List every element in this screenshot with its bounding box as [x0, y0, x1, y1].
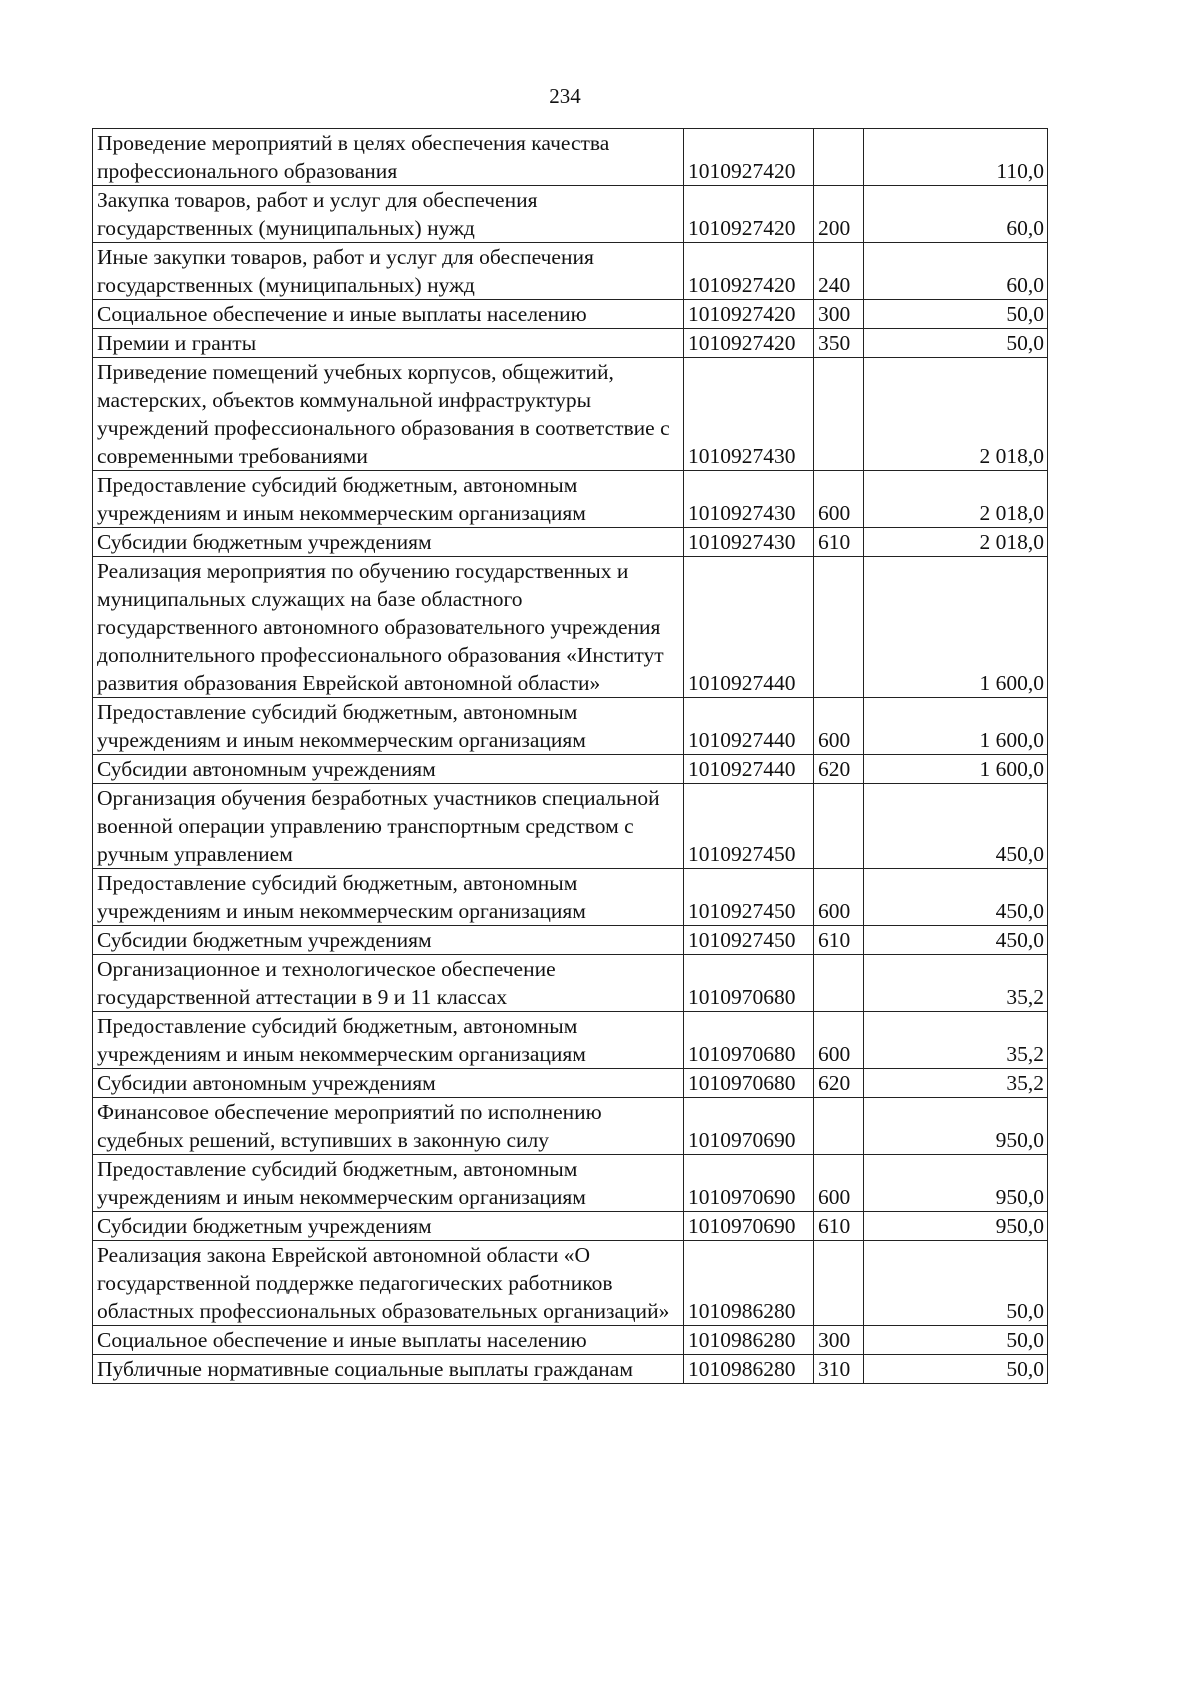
row-name-cell: Закупка товаров, работ и услуг для обеспечения государственных (муниципальных) нужд — [93, 186, 684, 243]
row-sum-cell: 50,0 — [864, 1355, 1048, 1384]
table-row — [93, 698, 1048, 755]
row-name-cell: Приведение помещений учебных корпусов, общежитий, мастерских, объектов коммунальной инфраструктуры учреждений профессионального образования в соответствие с современными требованиями — [93, 358, 684, 471]
row-code-cell: 1010970690 — [684, 1212, 814, 1241]
row-sum-cell: 50,0 — [864, 1326, 1048, 1355]
table-row — [93, 528, 1048, 557]
row-code-cell: 1010927430 — [684, 358, 814, 471]
row-code-cell: 1010986280 — [684, 1326, 814, 1355]
row-code-cell: 1010927420 — [684, 300, 814, 329]
row-sum-cell: 450,0 — [864, 784, 1048, 869]
row-sum-cell: 450,0 — [864, 926, 1048, 955]
row-name-cell: Субсидии бюджетным учреждениям — [93, 528, 684, 557]
row-type-cell: 620 — [814, 755, 864, 784]
row-name-cell: Организационное и технологическое обеспечение государственной аттестации в 9 и 11 классах — [93, 955, 684, 1012]
row-name-cell: Реализация закона Еврейской автономной области «О государственной поддержке педагогических работников областных профессиональных образовательных организаций» — [93, 1241, 684, 1326]
row-code-cell: 1010986280 — [684, 1355, 814, 1384]
table-row — [93, 1326, 1048, 1355]
row-sum-cell: 1 600,0 — [864, 698, 1048, 755]
table-row — [93, 1241, 1048, 1326]
row-type-cell: 600 — [814, 869, 864, 926]
table-row — [93, 1012, 1048, 1069]
row-code-cell: 1010927440 — [684, 557, 814, 698]
row-code-cell: 1010927450 — [684, 926, 814, 955]
row-sum-cell: 2 018,0 — [864, 471, 1048, 528]
row-type-cell: 200 — [814, 186, 864, 243]
table-row — [93, 1069, 1048, 1098]
row-name-cell: Предоставление субсидий бюджетным, автономным учреждениям и иным некоммерческим организациям — [93, 1012, 684, 1069]
row-code-cell: 1010927450 — [684, 869, 814, 926]
row-type-cell: 350 — [814, 329, 864, 358]
row-code-cell: 1010986280 — [684, 1241, 814, 1326]
row-name-cell: Предоставление субсидий бюджетным, автономным учреждениям и иным некоммерческим организациям — [93, 698, 684, 755]
row-type-cell: 620 — [814, 1069, 864, 1098]
table-row — [93, 300, 1048, 329]
row-type-cell: 610 — [814, 926, 864, 955]
row-sum-cell: 950,0 — [864, 1212, 1048, 1241]
table-row — [93, 1355, 1048, 1384]
table-row — [93, 955, 1048, 1012]
row-name-cell: Субсидии автономным учреждениям — [93, 755, 684, 784]
row-type-cell — [814, 557, 864, 698]
table-row — [93, 926, 1048, 955]
row-code-cell: 1010927440 — [684, 698, 814, 755]
row-sum-cell: 35,2 — [864, 1069, 1048, 1098]
table-row — [93, 755, 1048, 784]
row-name-cell: Субсидии автономным учреждениям — [93, 1069, 684, 1098]
row-name-cell: Премии и гранты — [93, 329, 684, 358]
row-code-cell: 1010927430 — [684, 471, 814, 528]
table-row — [93, 471, 1048, 528]
row-type-cell: 310 — [814, 1355, 864, 1384]
row-name-cell: Проведение мероприятий в целях обеспечения качества профессионального образования — [93, 129, 684, 186]
row-sum-cell: 950,0 — [864, 1098, 1048, 1155]
row-sum-cell: 1 600,0 — [864, 557, 1048, 698]
row-code-cell: 1010927420 — [684, 129, 814, 186]
table-row — [93, 1212, 1048, 1241]
row-type-cell — [814, 955, 864, 1012]
row-type-cell: 600 — [814, 1155, 864, 1212]
table-row — [93, 129, 1048, 186]
row-sum-cell: 50,0 — [864, 300, 1048, 329]
row-type-cell: 600 — [814, 698, 864, 755]
row-type-cell — [814, 1241, 864, 1326]
row-sum-cell: 110,0 — [864, 129, 1048, 186]
row-name-cell: Предоставление субсидий бюджетным, автономным учреждениям и иным некоммерческим организациям — [93, 869, 684, 926]
row-type-cell: 610 — [814, 528, 864, 557]
row-sum-cell: 2 018,0 — [864, 528, 1048, 557]
table-row — [93, 186, 1048, 243]
row-name-cell: Субсидии бюджетным учреждениям — [93, 1212, 684, 1241]
row-code-cell: 1010927450 — [684, 784, 814, 869]
row-type-cell — [814, 1098, 864, 1155]
budget-table — [92, 128, 1048, 1384]
row-code-cell: 1010927420 — [684, 329, 814, 358]
row-type-cell: 600 — [814, 471, 864, 528]
row-code-cell: 1010970680 — [684, 1012, 814, 1069]
table-row — [93, 869, 1048, 926]
row-type-cell: 600 — [814, 1012, 864, 1069]
row-name-cell: Социальное обеспечение и иные выплаты населению — [93, 300, 684, 329]
table-row — [93, 329, 1048, 358]
page-number: 234 — [549, 84, 581, 108]
row-sum-cell: 35,2 — [864, 1012, 1048, 1069]
table-row — [93, 784, 1048, 869]
row-sum-cell: 950,0 — [864, 1155, 1048, 1212]
row-type-cell — [814, 784, 864, 869]
row-type-cell: 300 — [814, 300, 864, 329]
row-name-cell: Субсидии бюджетным учреждениям — [93, 926, 684, 955]
table-row — [93, 1155, 1048, 1212]
row-code-cell: 1010927440 — [684, 755, 814, 784]
table-row — [93, 1098, 1048, 1155]
row-code-cell: 1010927430 — [684, 528, 814, 557]
row-name-cell: Финансовое обеспечение мероприятий по исполнению судебных решений, вступивших в законную силу — [93, 1098, 684, 1155]
row-sum-cell: 60,0 — [864, 186, 1048, 243]
row-type-cell — [814, 358, 864, 471]
row-code-cell: 1010970690 — [684, 1098, 814, 1155]
row-code-cell: 1010970690 — [684, 1155, 814, 1212]
row-name-cell: Публичные нормативные социальные выплаты гражданам — [93, 1355, 684, 1384]
row-sum-cell: 1 600,0 — [864, 755, 1048, 784]
table-row — [93, 557, 1048, 698]
row-type-cell: 300 — [814, 1326, 864, 1355]
row-sum-cell: 450,0 — [864, 869, 1048, 926]
row-sum-cell: 60,0 — [864, 243, 1048, 300]
row-type-cell: 240 — [814, 243, 864, 300]
row-code-cell: 1010927420 — [684, 243, 814, 300]
row-name-cell: Предоставление субсидий бюджетным, автономным учреждениям и иным некоммерческим организациям — [93, 1155, 684, 1212]
row-code-cell: 1010927420 — [684, 186, 814, 243]
row-sum-cell: 50,0 — [864, 1241, 1048, 1326]
row-name-cell: Реализация мероприятия по обучению государственных и муниципальных служащих на базе областного государственного автономного образовательного учреждения дополнительного профессионального образования «Институт развития образования Еврейской автономной области» — [93, 557, 684, 698]
budget-table-body — [93, 129, 1048, 1384]
row-name-cell: Предоставление субсидий бюджетным, автономным учреждениям и иным некоммерческим организациям — [93, 471, 684, 528]
table-row — [93, 243, 1048, 300]
row-code-cell: 1010970680 — [684, 1069, 814, 1098]
row-sum-cell: 50,0 — [864, 329, 1048, 358]
row-sum-cell: 2 018,0 — [864, 358, 1048, 471]
row-code-cell: 1010970680 — [684, 955, 814, 1012]
row-sum-cell: 35,2 — [864, 955, 1048, 1012]
row-name-cell: Иные закупки товаров, работ и услуг для обеспечения государственных (муниципальных) нужд — [93, 243, 684, 300]
row-name-cell: Организация обучения безработных участников специальной военной операции управлению транспортным средством с ручным управлением — [93, 784, 684, 869]
row-name-cell: Социальное обеспечение и иные выплаты населению — [93, 1326, 684, 1355]
row-type-cell — [814, 129, 864, 186]
table-row — [93, 358, 1048, 471]
row-type-cell: 610 — [814, 1212, 864, 1241]
